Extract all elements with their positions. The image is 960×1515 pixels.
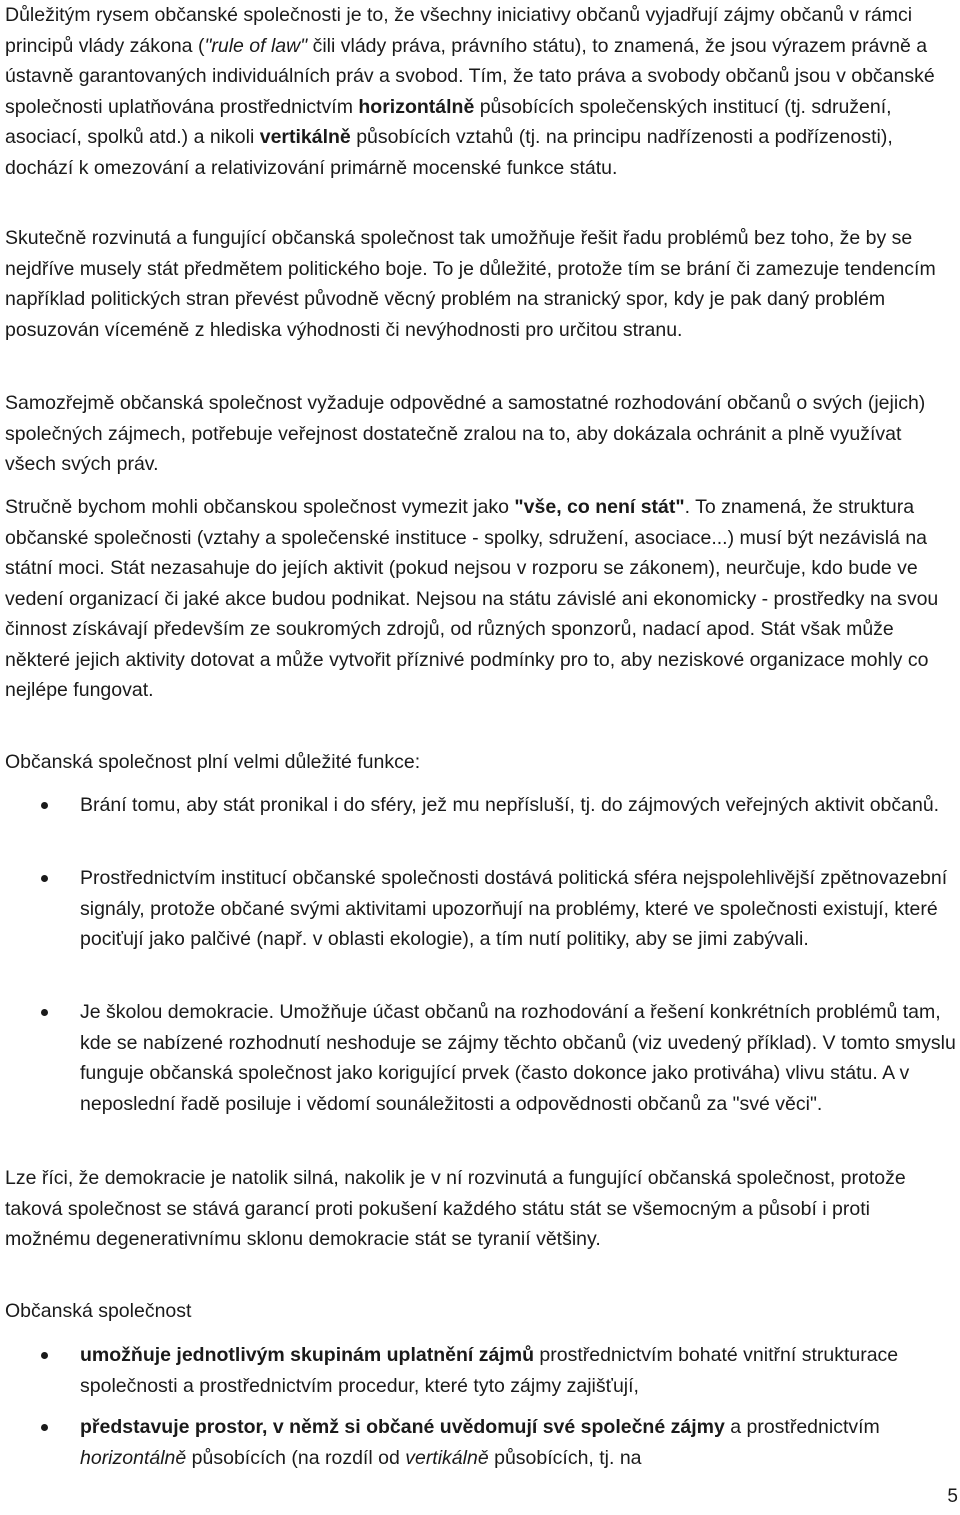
list-item-text: Je školou demokracie. Umožňuje účast občanů na rozhodování a řešení konkrétních problémů tam, kde se nabízené rozhodnutí neshoduje se zájmy těchto občanů (viz uvedený příklad). V tomto smyslu funguje občanská společnost jako korigující prvek (často dokonce jako protiváha) vlivu státu. A v neposlední řadě posiluje i vědomí sounáležitosti a odpovědnosti občanů za "své věci". [80, 1001, 956, 1115]
bullet-dot-icon [41, 1424, 48, 1431]
list-item-text: Brání tomu, aby stát pronikal i do sféry, jež mu nepřísluší, tj. do zájmových veřejných aktivit občanů. [80, 794, 940, 816]
bullet-dot-icon [41, 875, 48, 882]
text-run: . To znamená, že struktura občanské společnosti (vztahy a společenské instituce - spolky, sdružení, asociace...) musí být nezávislá na státní moci. Stát nezasahuje do jejích aktivit (pokud nejsou v rozporu se zákonem), neurčuje, kdo bude ve vedení organizací či jaké akce budou podnikat. Nejsou na státu závislé ani ekonomicky - prostředky na svou činnost získávají především ze soukromých zdrojů, od různých sponzorů, nadací apod. Stát však může některé jejich aktivity dotovat a může vytvořit příznivé podmínky pro to, aby neziskové organizace mohly co nejlépe fungovat. [5, 496, 944, 701]
paragraph-developed-society: Skutečně rozvinutá a fungující občanská společnost tak umožňuje řešit řadu problémů bez toho, že by se nejdříve musely stát předmětem politického boje. To je důležité, protože tím se brání či zamezuje tendencím například politických stran převést původně věcný problém na stranický spor, kdy je pak daný problém posuzován víceméně z hlediska výhodnosti či nevýhodnosti pro určitou stranu. [5, 227, 936, 341]
text-run: Důležitým rysem občanské společnosti je to, že všechny iniciativy občanů vyjadřují zájmy občanů v rámci principů vlády zákona ( [5, 4, 918, 57]
text-run: působících, tj. na [488, 1446, 642, 1469]
text-run: čili vlády práva, právního státu), to znamená, že jsou výrazem právně a ústavně garantovaných individuálních práv a svobod. Tím, že tato práva a svobody občanů jsou v občanské společnosti uplatňována prostřednictvím [5, 34, 941, 118]
italic-term-rule-of-law: "rule of law" [204, 34, 308, 57]
bold-term-horizontally: horizontálně [358, 95, 475, 118]
italic-term-horizontally: horizontálně [80, 1446, 187, 1469]
list-item-text: Prostřednictvím institucí občanské společnosti dostává politická sféra nejspolehlivější zpětnovazební signály, protože občané svými aktivitami upozorňují na problémy, které ve společnosti existují, které pociťují jako palčivé (např. v oblasti ekologie), a tím nutí politiky, aby se jimi zabývali. [80, 867, 948, 950]
text-run: působících společenských institucí (tj. sdružení, asociací, spolků atd.) a nikoli [5, 95, 897, 148]
text-run: Stručně bychom mohli občanskou společnost vymezit jako [5, 496, 515, 518]
italic-term-vertically: vertikálně [405, 1446, 489, 1469]
paragraph-responsibility: Samozřejmě občanská společnost vyžaduje odpovědné a samostatné rozhodování občanů o svých (jejich) společných zájmech, potřebuje veřejnost dostatečně zralou na to, aby dokázala ochránit a plně využívat všech svých práv. [5, 392, 926, 475]
text-run: prostřednictvím bohaté vnitřní strukturace společnosti a prostřednictvím procedur, které tyto zájmy zajišťují, [80, 1344, 899, 1397]
bold-phrase: umožňuje jednotlivým skupinám uplatnění zájmů [80, 1344, 534, 1366]
paragraph-functions-intro: Občanská společnost plní velmi důležité funkce: [5, 751, 421, 773]
bold-quote-everything-not-state: "vše, co není stát" [514, 496, 685, 518]
paragraph-rule-of-law [5, 0, 955, 183]
paragraph-democracy-strength: Lze říci, že demokracie je natolik silná, nakolik je v ní rozvinutá a fungující občanská společnost, protože taková společnost se stává garancí proti pokušení každého státu stát se všemocným a působí i proti možnému degenerativnímu sklonu demokracie stát se tyranií většiny. [5, 1167, 906, 1250]
text-run: působících vztahů (tj. na principu nadřízenosti a podřízenosti), dochází k omezování a relativizování primárně mocenské funkce státu. [5, 126, 899, 179]
paragraph-civil-society-heading: Občanská společnost [5, 1300, 192, 1322]
text-run: působících (na rozdíl od [186, 1446, 406, 1469]
list-item-text [80, 1412, 960, 1473]
bold-phrase: představuje prostor, v němž si občané uvědomují své společné zájmy [80, 1416, 725, 1438]
list-item-text [80, 1340, 960, 1401]
bullet-dot-icon [41, 1352, 48, 1359]
paragraph-definition [5, 492, 955, 706]
bullet-dot-icon [41, 1009, 48, 1016]
bullet-dot-icon [41, 802, 48, 809]
text-run: a prostřednictvím [724, 1416, 880, 1438]
page-number: 5 [947, 1486, 958, 1507]
bold-term-vertically: vertikálně [259, 126, 351, 148]
